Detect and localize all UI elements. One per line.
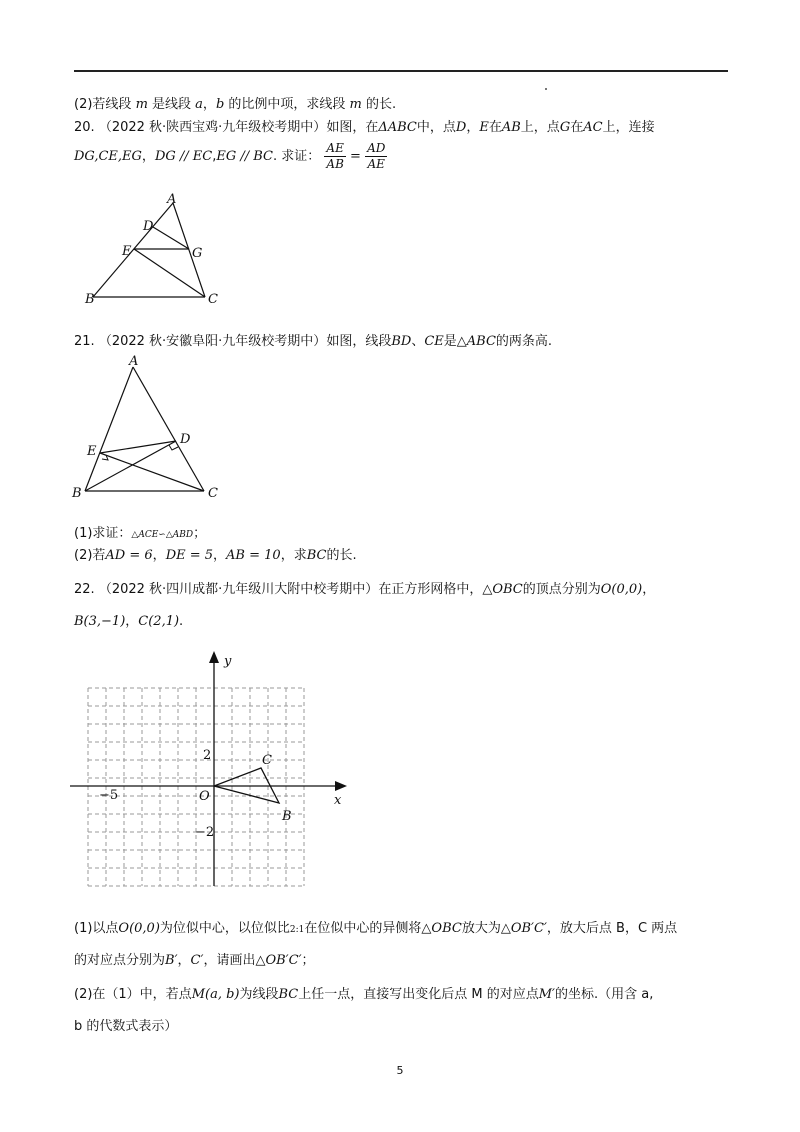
math: △ABC — [456, 334, 496, 349]
label-c: C — [208, 486, 218, 501]
math: a — [195, 97, 203, 112]
math: DG,CE,EG — [74, 149, 142, 164]
text: 上，点 — [520, 120, 560, 135]
q22-part2-line2 — [74, 1018, 177, 1036]
fraction-ad-ae — [365, 141, 387, 172]
label-x-axis: x — [334, 793, 342, 808]
math: D — [455, 120, 467, 135]
math: b — [215, 97, 225, 112]
y-axis-arrow-icon — [209, 651, 219, 663]
question-source: （2022 秋·四川成都·九年级川大附中校考期中） — [98, 582, 379, 597]
math: C(2,1) — [138, 614, 180, 629]
tick-neg5: −5 — [99, 788, 119, 803]
text: ， — [642, 582, 656, 597]
math: ΔABC — [378, 120, 417, 135]
math: G — [559, 120, 571, 135]
text: ； — [301, 953, 315, 968]
text: ，请画出 — [203, 953, 256, 968]
question-source: （2022 秋·安徽阜阳·九年级校考期中） — [98, 334, 327, 349]
text: 的长. — [361, 97, 397, 112]
text: b 的代数式表示） — [74, 1019, 178, 1034]
label-b: B — [282, 809, 292, 824]
text: 的坐标.（用含 a, — [555, 987, 654, 1002]
math: BC — [278, 987, 299, 1002]
segment-ac — [133, 367, 204, 491]
text: (2)若 — [74, 548, 106, 563]
math: AB — [501, 120, 521, 135]
text: . — [179, 614, 184, 629]
text: 上，连接 — [602, 120, 655, 135]
text: 的长. — [326, 548, 357, 563]
math: BC — [306, 548, 327, 563]
label-b: B — [85, 292, 95, 307]
numerator: AE — [324, 141, 345, 157]
text: ， — [202, 97, 216, 112]
text: (2)若线段 — [74, 97, 136, 112]
label-e: E — [122, 244, 132, 259]
label-c: C — [208, 292, 218, 307]
text: 放大为 — [461, 921, 501, 936]
text: ，求 — [280, 548, 307, 563]
text: ，放大后点 B，C 两点 — [546, 921, 678, 936]
math: DE = 5 — [165, 548, 214, 563]
q20-triangle-figure — [80, 190, 240, 310]
q21-part1 — [74, 525, 206, 544]
text: 是线段 — [147, 97, 196, 112]
segment-ab — [93, 203, 173, 297]
math: BD — [391, 334, 412, 349]
math: AD = 6 — [105, 548, 153, 563]
stray-dot — [545, 88, 547, 90]
text: 在 — [570, 120, 584, 135]
segment-dg — [153, 227, 189, 249]
text: (2)在（1）中，若点 — [74, 987, 192, 1002]
text: (1)以点 — [74, 921, 119, 936]
q20-stem-line2 — [74, 141, 387, 172]
fraction-ae-ab — [324, 141, 345, 172]
text: (1)求证： — [74, 526, 132, 541]
math: △OBC — [421, 921, 462, 936]
text: 在位似中心的异侧将 — [304, 921, 422, 936]
q22-part2-line1 — [74, 986, 653, 1004]
segment-ce — [100, 453, 204, 491]
math: M(a, b) — [191, 987, 240, 1002]
q20-stem-line1 — [74, 119, 655, 137]
text: 的对应点分别为 — [74, 953, 166, 968]
math: 2:1 — [289, 925, 305, 935]
math: EG // BC — [216, 149, 273, 164]
text: 在正方形网格中， — [378, 582, 483, 597]
text: ， — [141, 149, 155, 164]
segment-ab — [85, 367, 133, 491]
math: m — [349, 97, 362, 112]
math: △OB′C′ — [255, 953, 302, 968]
label-origin: O — [199, 789, 210, 804]
math: B(3,−1) — [74, 614, 126, 629]
label-e: E — [87, 444, 97, 459]
q21-triangle-figure — [70, 352, 235, 504]
math: AC — [583, 120, 603, 135]
q21-stem — [74, 333, 552, 351]
question-number: 20. — [74, 120, 95, 135]
denominator: AE — [367, 157, 385, 171]
question-number: 21. — [74, 334, 95, 349]
text: 是 — [443, 334, 457, 349]
text: 如图，线段 — [326, 334, 392, 349]
label-d: D — [143, 219, 154, 234]
label-y-axis: y — [224, 654, 232, 669]
text: . 求证： — [273, 149, 321, 164]
text: 的比例中项，求线段 — [224, 97, 350, 112]
header-rule — [74, 70, 728, 72]
label-d: D — [180, 432, 191, 447]
text: ， — [177, 953, 191, 968]
math: AB = 10 — [226, 548, 281, 563]
text: 、 — [411, 334, 425, 349]
denominator: AB — [326, 157, 344, 171]
right-angle-d — [169, 445, 178, 450]
q21-part2 — [74, 547, 357, 565]
text: 在 — [488, 120, 502, 135]
label-a: A — [129, 354, 139, 369]
q22-coordinate-grid — [70, 650, 360, 890]
text: 如图，在 — [326, 120, 379, 135]
math: △OBC — [482, 582, 523, 597]
q22-part1-line1 — [74, 920, 677, 939]
label-a: A — [167, 192, 177, 207]
text: 中，点 — [416, 120, 456, 135]
x-axis-arrow-icon — [335, 781, 347, 791]
page-number: 5 — [396, 1064, 404, 1077]
text: 为位似中心，以位似比 — [159, 921, 290, 936]
math: M′ — [538, 987, 555, 1002]
math: O(0,0) — [600, 582, 643, 597]
math: m — [135, 97, 148, 112]
math: △OB′C′ — [500, 921, 547, 936]
math: DG // EC — [154, 149, 213, 164]
text: 的顶点分别为 — [522, 582, 601, 597]
question-source: （2022 秋·陕西宝鸡·九年级校考期中） — [98, 120, 327, 135]
math: O(0,0) — [118, 921, 160, 936]
text: ， — [213, 548, 227, 563]
text: 的两条高. — [495, 334, 553, 349]
tick-2: 2 — [203, 748, 212, 763]
text: ， — [466, 120, 480, 135]
text: ； — [193, 526, 207, 541]
math: E — [479, 120, 489, 135]
numerator: AD — [367, 141, 386, 155]
question-number: 22. — [74, 582, 95, 597]
q22-part1-line2 — [74, 952, 315, 970]
equals-sign: = — [350, 149, 361, 164]
text: ， — [152, 548, 166, 563]
math: △ACE∽△ABD — [131, 530, 194, 540]
tick-neg2: −2 — [195, 825, 215, 840]
math: B′ — [165, 953, 178, 968]
label-b: B — [72, 486, 82, 501]
q22-stem-line2 — [74, 613, 183, 631]
q22-stem-line1 — [74, 581, 655, 599]
text: 为线段 — [239, 987, 279, 1002]
label-g: G — [192, 246, 203, 261]
math: C′ — [190, 953, 204, 968]
text: ， — [125, 614, 139, 629]
grid-lines — [88, 688, 304, 886]
math: CE — [424, 334, 444, 349]
text: , — [212, 149, 217, 164]
label-c: C — [262, 753, 272, 768]
q19-part2 — [74, 96, 396, 114]
text: 上任一点，直接写出变化后点 M 的对应点 — [298, 987, 539, 1002]
